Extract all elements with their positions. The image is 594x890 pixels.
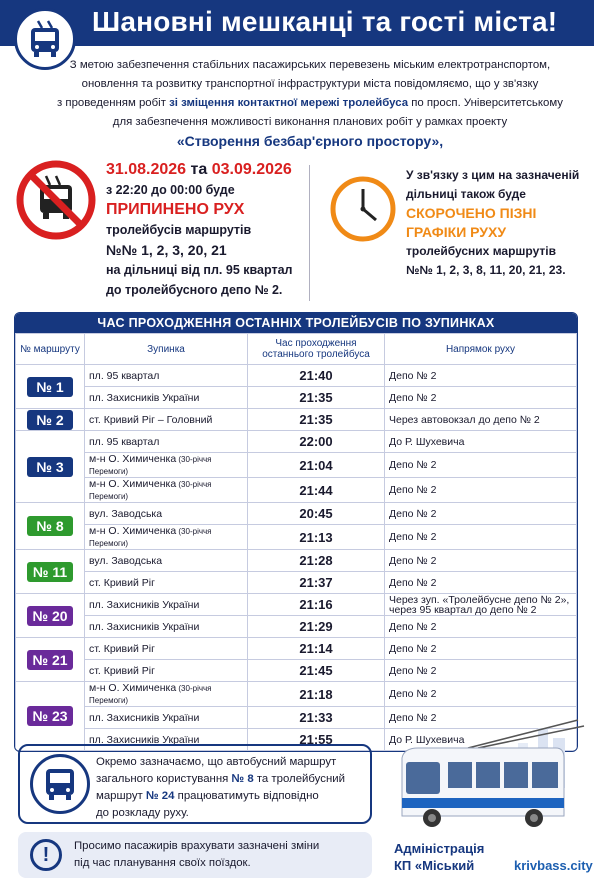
table-row — [16, 550, 577, 572]
intro-line-3c: по просп. Університетському — [408, 97, 563, 109]
suspension-routes-label: тролейбусів маршрутів — [106, 223, 252, 237]
stop-name: ст. Кривий Ріг — [89, 642, 155, 655]
suspension-dates — [106, 160, 336, 180]
route-badge: № 8 — [27, 516, 73, 536]
divider — [309, 165, 310, 301]
schedule-change-info — [406, 166, 590, 280]
stop-cell — [85, 478, 248, 503]
suspension-info — [106, 160, 336, 300]
stop-name: м-н О. Химиченка — [89, 478, 177, 490]
bus-route-note — [18, 744, 372, 824]
table-header-row — [16, 334, 577, 365]
date-from: 31.08.2026 — [106, 161, 187, 178]
clock-icon — [330, 176, 396, 242]
table-row — [16, 387, 577, 409]
route-cell — [16, 682, 85, 751]
table-row — [16, 365, 577, 387]
stop-note: (30-річчя Перемоги) — [89, 480, 212, 501]
bus-note-line-3 — [96, 788, 366, 805]
direction-cell: Депо № 2 — [385, 638, 577, 660]
request-line-1: Просимо пасажирів врахувати зазначені зміни — [74, 840, 320, 852]
route-badge: № 21 — [27, 650, 73, 670]
change-routes-label: тролейбусних маршрутів — [406, 244, 556, 258]
intro-line-2: оновлення та розвитку транспортної інфраструктури міста повідомляємо, що у зв'язку — [81, 78, 539, 90]
time-cell: 21:45 — [248, 660, 385, 682]
no-trolleybus-icon — [16, 160, 96, 240]
intro-line-1: З метою забезпечення стабільних пасажирських перевезень міським електротранспортом, — [69, 59, 551, 71]
admin-line-1: Адміністрація — [394, 841, 485, 856]
direction-cell: Депо № 2 — [385, 525, 577, 550]
stop-name: м-н О. Химиченка — [89, 453, 177, 465]
time-cell: 22:00 — [248, 431, 385, 453]
table-row — [16, 431, 577, 453]
stop-cell — [85, 409, 248, 431]
table-row — [16, 572, 577, 594]
header-direction: Напрямок руху — [385, 334, 577, 365]
stop-name: ст. Кривий Ріг — [89, 576, 155, 589]
direction-cell: Депо № 2 — [385, 707, 577, 729]
change-status-2: ГРАФІКИ РУХУ — [406, 224, 507, 240]
direction-cell: Депо № 2 — [385, 682, 577, 707]
table-row — [16, 660, 577, 682]
administration-signature — [394, 840, 484, 874]
stop-name: ст. Кривий Ріг — [89, 664, 155, 677]
route-cell — [16, 503, 85, 550]
intro-text — [40, 56, 580, 151]
bus-note-l3a: маршрут — [96, 790, 146, 802]
schedule-grid — [15, 333, 577, 751]
route-badge: № 23 — [27, 706, 73, 726]
header-time: Час проходження останнього тролейбуса — [248, 334, 385, 365]
stop-note: (30-річчя Перемоги) — [89, 684, 212, 705]
suspension-section-2: до тролейбусного депо № 2. — [106, 283, 283, 297]
date-to: 03.09.2026 — [211, 161, 292, 178]
table-row — [16, 525, 577, 550]
time-cell: 21:16 — [248, 594, 385, 616]
direction-cell: Депо № 2 — [385, 550, 577, 572]
stop-name: пл. Захисників України — [89, 620, 200, 633]
time-cell: 21:55 — [248, 729, 385, 751]
stop-cell — [85, 682, 248, 707]
bus-icon — [30, 754, 90, 814]
change-status-1: СКОРОЧЕНО ПІЗНІ — [406, 205, 537, 221]
stop-cell — [85, 550, 248, 572]
suspension-routes: №№ 1, 2, 3, 20, 21 — [106, 242, 227, 258]
change-line-1: У зв'язку з цим на зазначеній — [406, 168, 580, 182]
suspension-status: ПРИПИНЕНО РУХ — [106, 201, 245, 218]
table-row — [16, 616, 577, 638]
intro-line-4: для забезпечення можливості виконання планових робіт у рамках проекту — [112, 116, 508, 128]
route-cell — [16, 365, 85, 409]
route-badge: № 20 — [27, 606, 73, 626]
route-badge: № 11 — [27, 562, 73, 582]
bus-note-l2c: та тролейбусний — [253, 773, 345, 785]
direction-cell: Депо № 2 — [385, 478, 577, 503]
stop-cell — [85, 387, 248, 409]
time-cell: 21:33 — [248, 707, 385, 729]
time-cell: 21:04 — [248, 453, 385, 478]
bus-note-l3c: працюватимуть відповідно — [174, 790, 319, 802]
table-row — [16, 478, 577, 503]
time-cell: 21:28 — [248, 550, 385, 572]
direction-cell: Депо № 2 — [385, 660, 577, 682]
table-row — [16, 638, 577, 660]
time-cell: 21:44 — [248, 478, 385, 503]
time-cell: 21:37 — [248, 572, 385, 594]
suspension-section-1: на дільниці від пл. 95 квартал — [106, 263, 293, 277]
bus-note-text — [96, 754, 366, 822]
intro-line-3 — [40, 94, 580, 113]
direction-cell: Депо № 2 — [385, 453, 577, 478]
route-badge: № 1 — [27, 377, 73, 397]
route-cell — [16, 550, 85, 594]
change-routes: №№ 1, 2, 3, 8, 11, 20, 21, 23. — [406, 263, 566, 277]
direction-cell: До Р. Шухевича — [385, 431, 577, 453]
request-line-2: під час планування своїх поїздок. — [74, 857, 251, 869]
stop-cell — [85, 453, 248, 478]
stop-name: вул. Заводська — [89, 507, 163, 520]
time-cell: 21:35 — [248, 409, 385, 431]
project-name: «Створення безбар'єрного простору», — [176, 133, 444, 149]
header-route: № маршруту — [16, 334, 85, 365]
table-row — [16, 453, 577, 478]
stop-cell — [85, 431, 248, 453]
admin-line-2: КП «Міський — [394, 858, 475, 873]
trolley-route-number: № 24 — [145, 790, 175, 802]
page-title: Шановні мешканці та гості міста! — [92, 6, 558, 37]
route-cell — [16, 594, 85, 638]
request-text — [74, 838, 364, 872]
stop-name: м-н О. Химиченка — [89, 682, 177, 694]
intro-line-3a: з проведенням робіт — [57, 97, 170, 109]
route-cell — [16, 409, 85, 431]
suspension-time: з 22:20 до 00:00 буде — [106, 183, 235, 197]
stop-cell — [85, 365, 248, 387]
bus-note-line-2 — [96, 771, 366, 788]
time-cell: 21:29 — [248, 616, 385, 638]
time-cell: 21:14 — [248, 638, 385, 660]
passenger-request-note — [18, 832, 372, 878]
trolleybus-illustration — [388, 718, 588, 838]
table-row — [16, 409, 577, 431]
stop-cell — [85, 594, 248, 616]
stop-name: пл. Захисників України — [89, 391, 200, 404]
header-stop: Зупинка — [85, 334, 248, 365]
stop-cell — [85, 572, 248, 594]
intro-line-3b: зі зміщення контактної мережі тролейбуса — [169, 97, 409, 109]
table-row — [16, 682, 577, 707]
schedule-table — [14, 312, 578, 752]
exclamation-icon: ! — [30, 839, 62, 871]
watermark: krivbass.city — [514, 858, 593, 873]
time-cell: 20:45 — [248, 503, 385, 525]
table-row — [16, 503, 577, 525]
route-badge: № 3 — [27, 457, 73, 477]
stop-name: ст. Кривий Ріг – Головний — [89, 413, 213, 426]
stop-cell — [85, 660, 248, 682]
direction-cell: Депо № 2 — [385, 572, 577, 594]
bus-note-line-1: Окремо зазначаємо, що автобусний маршрут — [96, 756, 337, 768]
stop-name: м-н О. Химиченка — [89, 525, 177, 537]
direction-cell: До Р. Шухевича — [385, 729, 577, 751]
table-body — [16, 365, 577, 751]
bus-note-line-4: до розкладу руху. — [96, 807, 189, 819]
direction-cell: Через зуп. «Тролейбусне депо № 2», через 95 квартал до депо № 2 — [385, 594, 577, 616]
direction-cell: Депо № 2 — [385, 616, 577, 638]
change-line-2: дільниці також буде — [406, 187, 526, 201]
time-cell: 21:40 — [248, 365, 385, 387]
stop-cell — [85, 616, 248, 638]
route-cell — [16, 638, 85, 682]
time-cell: 21:18 — [248, 682, 385, 707]
stop-name: пл. Захисників України — [89, 711, 200, 724]
stop-name: пл. 95 квартал — [89, 369, 160, 382]
stop-name: пл. 95 квартал — [89, 435, 160, 448]
stop-name: пл. Захисників України — [89, 733, 200, 746]
stop-cell — [85, 503, 248, 525]
route-cell — [16, 431, 85, 503]
direction-cell: Депо № 2 — [385, 365, 577, 387]
time-cell: 21:35 — [248, 387, 385, 409]
direction-cell: Депо № 2 — [385, 387, 577, 409]
stop-name: пл. Захисників України — [89, 598, 200, 611]
direction-cell: Через автовокзал до депо № 2 — [385, 409, 577, 431]
route-badge: № 2 — [27, 410, 73, 430]
stop-note: (30-річчя Перемоги) — [89, 527, 212, 548]
time-cell: 21:13 — [248, 525, 385, 550]
direction-cell: Депо № 2 — [385, 503, 577, 525]
stop-cell — [85, 707, 248, 729]
stop-cell — [85, 525, 248, 550]
stop-cell — [85, 638, 248, 660]
bus-route-number: № 8 — [231, 773, 254, 785]
stop-name: вул. Заводська — [89, 554, 163, 567]
table-row — [16, 594, 577, 616]
date-conj: та — [190, 161, 208, 178]
stop-note: (30-річчя Перемоги) — [89, 455, 212, 476]
table-title: ЧАС ПРОХОДЖЕННЯ ОСТАННІХ ТРОЛЕЙБУСІВ ПО ЗУПИНКАХ — [15, 313, 577, 333]
bus-note-l2a: загального користування — [96, 773, 232, 785]
